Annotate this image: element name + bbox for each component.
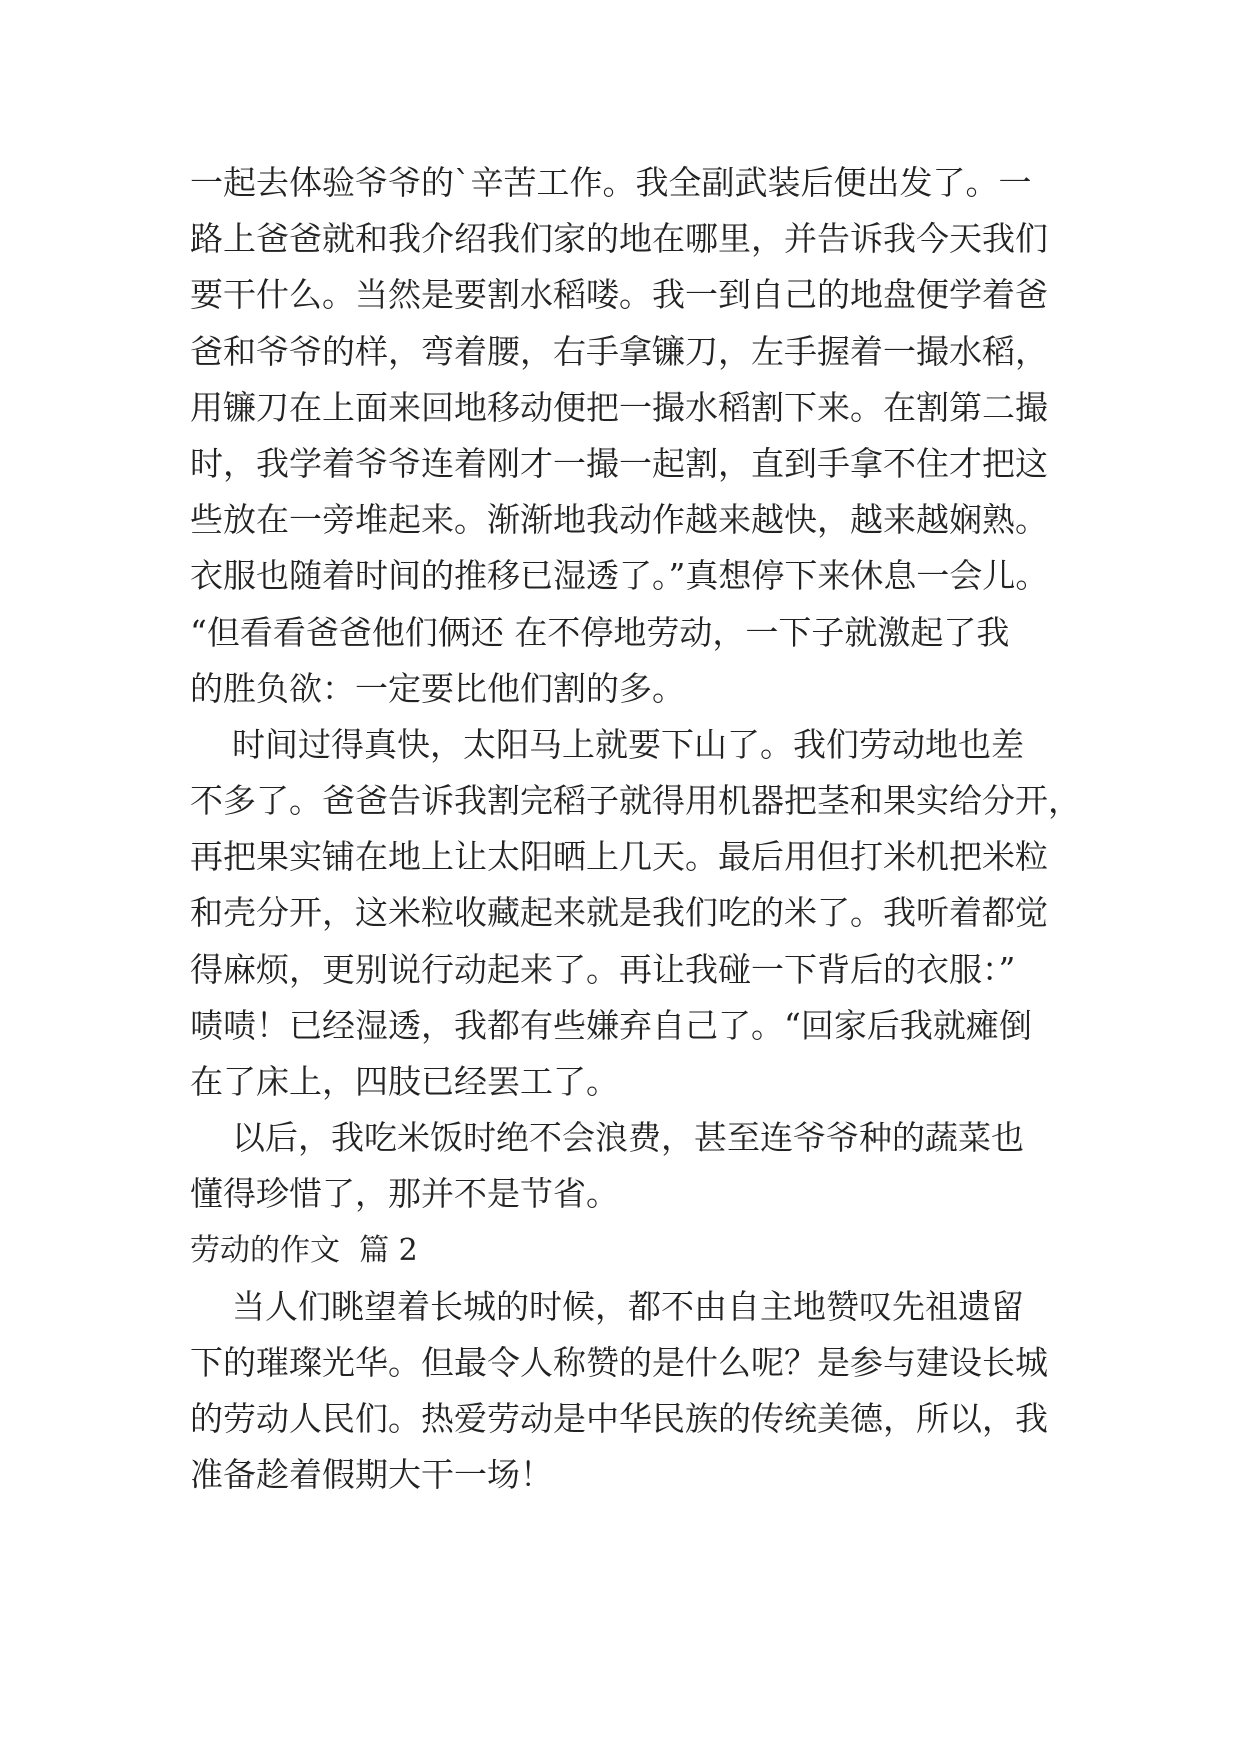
text-line: 当人们眺望着长城的时候，都不由自主地赞叹先祖遗留 xyxy=(190,1286,1024,1326)
text-line: 的劳动人民们。热爱劳动是中华民族的传统美德，所以，我 xyxy=(190,1399,1048,1439)
text-line: 一起去体验爷爷的`辛苦工作。我全副武装后便出发了。一 xyxy=(190,163,1032,202)
text-line: 啧啧！已经湿透，我都有些嫌弃自己了。“回家后我就瘫倒 xyxy=(190,1005,1032,1045)
text-line: 时间过得真快，太阳马上就要下山了。我们劳动地也差 xyxy=(190,724,1024,764)
text-line: 用镰刀在上面来回地移动便把一撮水稻割下来。在割第二撮 xyxy=(190,387,1048,427)
text-line: 懂得珍惜了，那并不是节省。 xyxy=(190,1174,619,1214)
section-title: 劳动的作文 篇 2 xyxy=(190,1232,418,1268)
text-line: 的胜负欲：一定要比他们割的多。 xyxy=(190,668,685,708)
document-body xyxy=(190,155,1090,1504)
text-line: 在了床上，四肢已经罢工了。 xyxy=(190,1062,619,1101)
text-line: 路上爸爸就和我介绍我们家的地在哪里，并告诉我今天我们 xyxy=(190,219,1048,259)
text-line: 和壳分开，这米粒收藏起来就是我们吃的米了。我听着都觉 xyxy=(190,893,1048,933)
text-line: 爸和爷爷的样，弯着腰，右手拿镰刀，左手握着一撮水稻， xyxy=(190,331,1048,371)
text-line: “但看看爸爸他们俩还 在不停地劳动，一下子就激起了我 xyxy=(190,612,1010,652)
text-line: 要干什么。当然是要割水稻喽。我一到自己的地盘便学着爸 xyxy=(190,275,1048,315)
text-line: 时，我学着爷爷连着刚才一撮一起割，直到手拿不住才把这 xyxy=(190,443,1048,483)
text-line: 得麻烦，更别说行动起来了。再让我碰一下背后的衣服：” xyxy=(190,949,1016,989)
text-line: 些放在一旁堆起来。渐渐地我动作越来越快，越来越娴熟。 xyxy=(190,500,1048,540)
text-line: 不多了。爸爸告诉我割完稻子就得用机器把茎和果实给分开， xyxy=(190,781,1081,821)
text-line: 再把果实铺在地上让太阳晒上几天。最后用但打米机把米粒 xyxy=(190,837,1048,877)
text-line: 下的璀璨光华。但最令人称赞的是什么呢？是参与建设长城 xyxy=(190,1342,1048,1382)
text-line: 衣服也随着时间的推移已湿透了。”真想停下来休息一会儿。 xyxy=(190,556,1049,596)
text-line: 以后，我吃米饭时绝不会浪费，甚至连爷爷种的蔬菜也 xyxy=(190,1118,1024,1158)
text-line: 准备趁着假期大干一场！ xyxy=(190,1455,553,1495)
